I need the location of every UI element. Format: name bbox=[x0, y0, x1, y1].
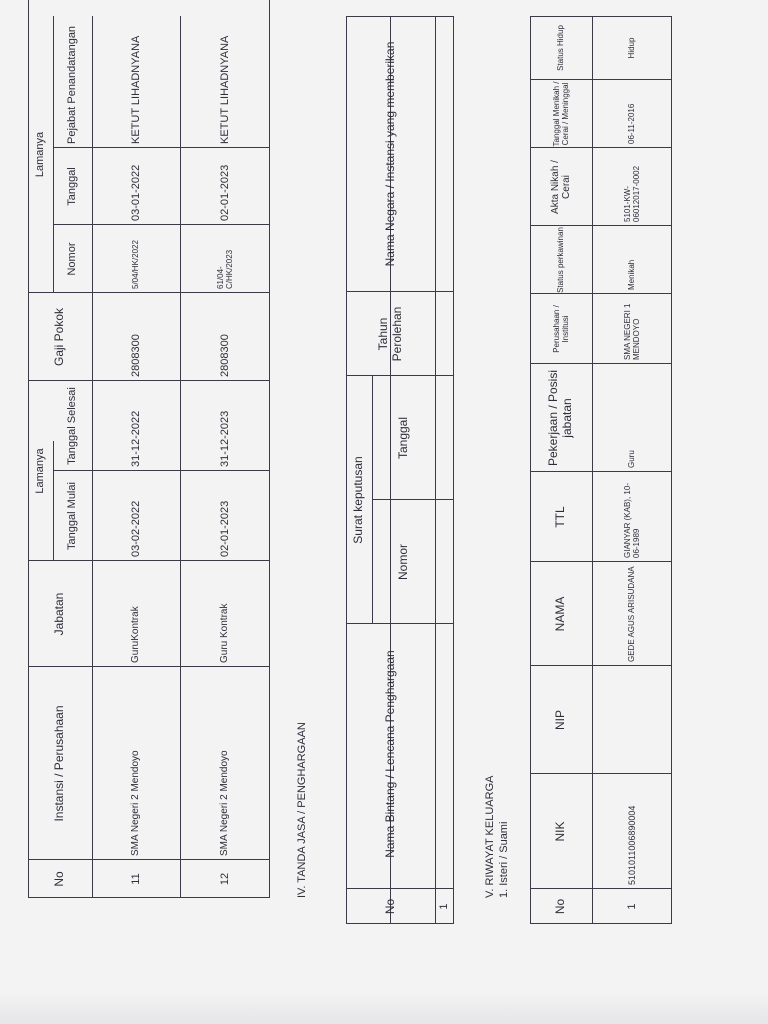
cell-tanggal-selesai: 31-12-2022 bbox=[129, 410, 142, 467]
section-title-family: V. RIWAYAT KELUARGA bbox=[484, 775, 496, 898]
cell-no: 1 bbox=[438, 903, 451, 910]
scan-edge-shadow bbox=[0, 992, 768, 1024]
col-header-tanggal-selesai: Tanggal Selesai bbox=[66, 387, 79, 465]
col-header-nama-negara: Nama Negara / Instansi yang memberikan bbox=[382, 41, 397, 267]
cell-pekerjaan: Guru bbox=[627, 450, 637, 468]
cell-tanggal: 03-01-2022 bbox=[129, 164, 142, 221]
col-header-nik: NIK bbox=[553, 821, 568, 842]
section-title-awards: IV. TANDA JASA / PENGHARGAAN bbox=[296, 722, 308, 898]
col-header-pekerjaan: Pekerjaan / Posisi jabatan bbox=[546, 369, 574, 467]
col-header-nomor: Nomor bbox=[395, 544, 410, 581]
col-header-tanggal: Tanggal bbox=[395, 416, 410, 460]
cell-pejabat: KETUT LIHADNYANA bbox=[129, 35, 142, 144]
col-header-akta-nikah: Akta Nikah / Cerai bbox=[549, 160, 572, 214]
col-header-no: No bbox=[52, 871, 67, 887]
cell-instansi: SMA Negeri 2 Mendoyo bbox=[130, 750, 142, 856]
col-header-tanggal-menikah: Tanggal Menikah / Cerai / Meninggal bbox=[551, 81, 570, 147]
col-header-ttl: TTL bbox=[553, 506, 568, 528]
col-header-no: No bbox=[382, 898, 397, 915]
cell-nomor: 61/04-C/HK/2023 bbox=[215, 249, 234, 289]
col-header-jabatan: Jabatan bbox=[52, 592, 67, 636]
col-header-tanggal: Tanggal bbox=[66, 167, 79, 206]
col-header-gaji-pokok: Gaji Pokok bbox=[52, 307, 67, 367]
col-header-instansi: Instansi / Perusahaan bbox=[52, 705, 67, 822]
col-header-sk-lamanya: Lamanya bbox=[34, 131, 47, 178]
cell-status-hidup: Hidup bbox=[627, 37, 637, 59]
col-header-tanggal-mulai: Tanggal Mulai bbox=[66, 482, 79, 550]
col-header-perusahaan: Perusahaan / Institusi bbox=[551, 305, 570, 353]
cell-no: 1 bbox=[625, 903, 638, 910]
cell-nama: GEDE AGUS ARISUDANA bbox=[627, 566, 637, 662]
cell-no: 11 bbox=[129, 873, 142, 885]
cell-pejabat: KETUT LIHADNYANA bbox=[218, 35, 231, 144]
cell-gaji-pokok: 2808300 bbox=[218, 334, 231, 377]
col-header-no: No bbox=[553, 898, 568, 915]
col-header-nip: NIP bbox=[553, 710, 568, 731]
cell-perusahaan: SMA NEGERI 1 MENDOYO bbox=[622, 303, 641, 360]
col-header-nama-bintang: Nama Bintang / Lencana Penghargaan bbox=[382, 650, 397, 858]
cell-jabatan: Guru Kontrak bbox=[219, 603, 231, 663]
col-header-pejabat: Pejabat Penandatangan bbox=[66, 25, 79, 144]
section-subtitle-spouse: 1. Isteri / Suami bbox=[498, 821, 510, 898]
cell-tanggal: 02-01-2023 bbox=[218, 164, 231, 221]
col-header-surat-keputusan: Surat keputusan bbox=[351, 456, 366, 544]
col-header-lamanya: Lamanya bbox=[34, 448, 47, 494]
cell-instansi: SMA Negeri 2 Mendoyo bbox=[219, 750, 231, 856]
cell-jabatan: GuruKontrak bbox=[130, 606, 142, 663]
cell-status-perkawinan: Menikah bbox=[627, 259, 637, 290]
col-header-nama: NAMA bbox=[553, 596, 568, 632]
col-header-nomor: Nomor bbox=[66, 242, 79, 276]
col-header-status-perkawinan: Status perkawinan bbox=[556, 227, 566, 293]
cell-nip bbox=[592, 666, 672, 770]
cell-nomor: 5/04/HK/2022 bbox=[131, 240, 141, 289]
cell-tanggal-mulai: 02-01-2023 bbox=[218, 500, 231, 557]
col-header-status-hidup: Status Hidup bbox=[556, 25, 566, 71]
cell-tanggal-menikah: 06-11-2016 bbox=[627, 103, 637, 144]
cell-ttl: GIANYAR (KAB), 10-06-1989 bbox=[622, 483, 641, 558]
cell-tanggal-selesai: 31-12-2023 bbox=[218, 410, 231, 467]
col-header-tahun-perolehan: Tahun Perolehan bbox=[375, 306, 404, 362]
cell-gaji-pokok: 2808300 bbox=[129, 334, 142, 377]
cell-tanggal-mulai: 03-02-2022 bbox=[129, 500, 142, 557]
cell-nik: 5101011006890004 bbox=[626, 805, 637, 885]
cell-akta-nikah: 5101-KW-06012017-0002 bbox=[622, 165, 641, 222]
cell-no: 12 bbox=[218, 872, 231, 886]
